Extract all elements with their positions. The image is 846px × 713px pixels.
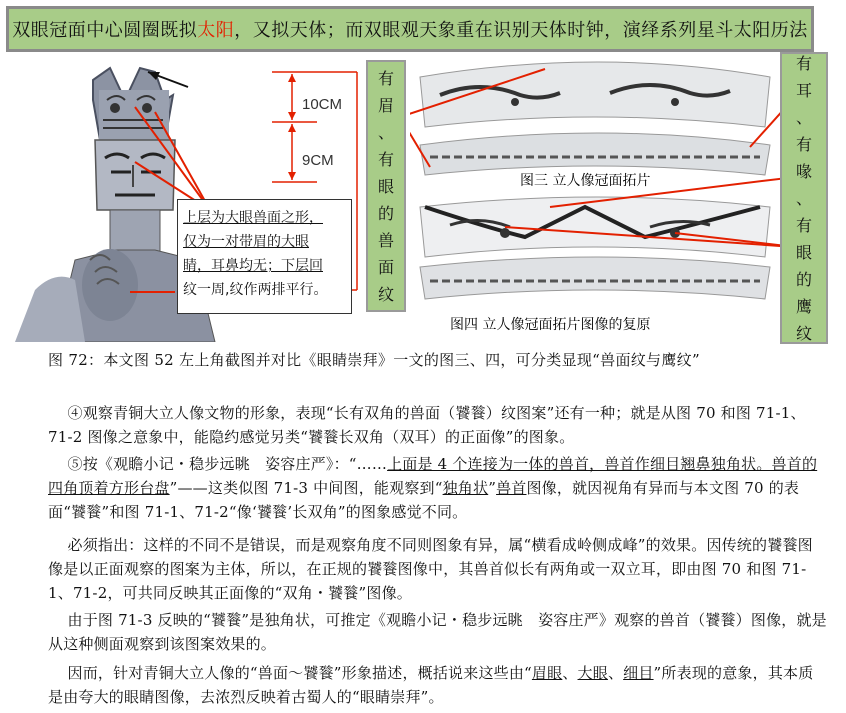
underline-single-horn: 独角状 [442, 479, 489, 497]
label-char: 眼 [377, 176, 394, 196]
label-char: 喙 [795, 161, 812, 181]
label-char: 有 [377, 149, 394, 169]
label-char: 纹 [795, 323, 812, 343]
rubbing-label-4: 图四 立人像冠面拓片图像的复原 [450, 317, 651, 333]
callout-line-2: 仅为一对带眉的大眼 [183, 234, 309, 250]
label-char: 耳 [795, 80, 812, 100]
paragraph-note: 必须指出：这样的不同不是错误，而是观察角度不同则图象有异，属“横看成岭侧成峰”的效果。因传统的饕餮图像是以正面观察的图案为主体，所以，在正规的饕餮图像中，其兽首似长有两角或一双立耳，即由图 70 和图 71-1、71-2，可共同反映其正面像的“双角・饕餮”图像。 [48, 536, 813, 602]
callout-line-3: 睛，耳鼻均无；下层回 [183, 258, 323, 274]
title-banner [6, 6, 814, 52]
dimension-label-9cm: 9CM [302, 152, 334, 169]
label-char: 纹 [377, 284, 394, 304]
label-char: 的 [795, 269, 812, 289]
callout-box [177, 199, 352, 314]
separator: 、 [562, 664, 578, 682]
label-char: 、 [795, 188, 812, 208]
underline-brow-eye: 眉眼 [531, 664, 563, 682]
dimension-label-10cm: 10CM [302, 96, 343, 113]
label-eagle-pattern [780, 52, 828, 344]
label-char: 的 [377, 203, 394, 223]
rubbing-label-3: 图三 立人像冠面拓片 [520, 173, 651, 189]
label-char: 有 [377, 68, 394, 88]
label-char: 眉 [377, 95, 394, 115]
quoted-underlined-text: 上面是 4 个连接为一体的兽首，兽首作细目翘鼻独角状。兽首的四角顶着方形台盘 [48, 455, 818, 497]
figure-panel [10, 52, 840, 344]
underline-beast-head: 兽首 [496, 479, 527, 497]
underline-big-eye: 大眼 [577, 664, 608, 682]
banner-text-1: 双眼冠面中心圆圈既拟 [12, 20, 198, 41]
label-char: 兽 [377, 230, 394, 250]
rubbing-images [410, 57, 780, 342]
paragraph-conclusion [48, 661, 828, 709]
figure-caption: 图 72：本文图 52 左上角截图并对比《眼睛崇拜》一文的图三、四，可分类显现“兽面纹与鹰纹” [48, 351, 700, 369]
paragraph-5-text-a: ⑤按《观瞻小记・稳步远眺 姿容庄严》：“…… [67, 455, 388, 473]
label-char: 有 [795, 53, 812, 73]
label-char: 面 [377, 257, 394, 277]
label-char: 、 [377, 122, 394, 142]
label-char: 有 [795, 215, 812, 235]
rubbing-illustration [410, 57, 780, 342]
callout-line-1: 上层为大眼兽面之形， [183, 210, 323, 226]
paragraph-conclusion-text-b: ”所表现的意象，其本质是由夸大的眼睛图像，去浓烈反映着古蜀人的“眼睛崇拜”。 [48, 664, 814, 706]
paragraph-5 [48, 452, 828, 524]
callout-line-4: 纹一周,纹作两排平行。 [183, 282, 328, 298]
label-char: 有 [795, 134, 812, 154]
paragraph-single-horn: 由于图 71-3 反映的“饕餮”是独角状，可推定《观瞻小记・稳步远眺 姿容庄严》观察的兽首（饕餮）图像，就是从这种侧面观察到该图案效果的。 [48, 611, 827, 653]
label-beast-face-pattern [366, 60, 406, 312]
paragraph-5-text-d: 图像，就因视角有异而与本文图 70 的表面“饕餮”和图 71-1、71-2“像‘饕餮’长双角”的图象感觉不同。 [48, 479, 800, 521]
banner-sun-text: 太阳 [197, 20, 235, 41]
label-char: 、 [795, 107, 812, 127]
paragraph-5-text-c: ” [488, 479, 497, 497]
label-char: 眼 [795, 242, 812, 262]
label-char: 鹰 [795, 296, 812, 316]
underline-narrow-eye: 细目 [623, 664, 654, 682]
banner-text-2: ，又拟天体；而双眼观天象重在识别天体时钟，演绎系列星斗太阳历法 [234, 20, 808, 41]
paragraph-4: ④观察青铜大立人像文物的形象，表现“长有双角的兽面（饕餮）纹图案”还有一种；就是从图 70 和图 71-1、71-2 图像之意象中，能隐约感觉另类“饕餮长双角（双耳）的正面像”的图象。 [48, 404, 806, 446]
separator: 、 [607, 664, 624, 682]
paragraph-5-text-b: ”——这类似图 71-3 中间图，能观察到“ [169, 479, 443, 497]
paragraph-conclusion-text-a: 因而，针对青铜大立人像的“兽面～饕餮”形象描述，概括说来这些由“ [67, 664, 532, 682]
